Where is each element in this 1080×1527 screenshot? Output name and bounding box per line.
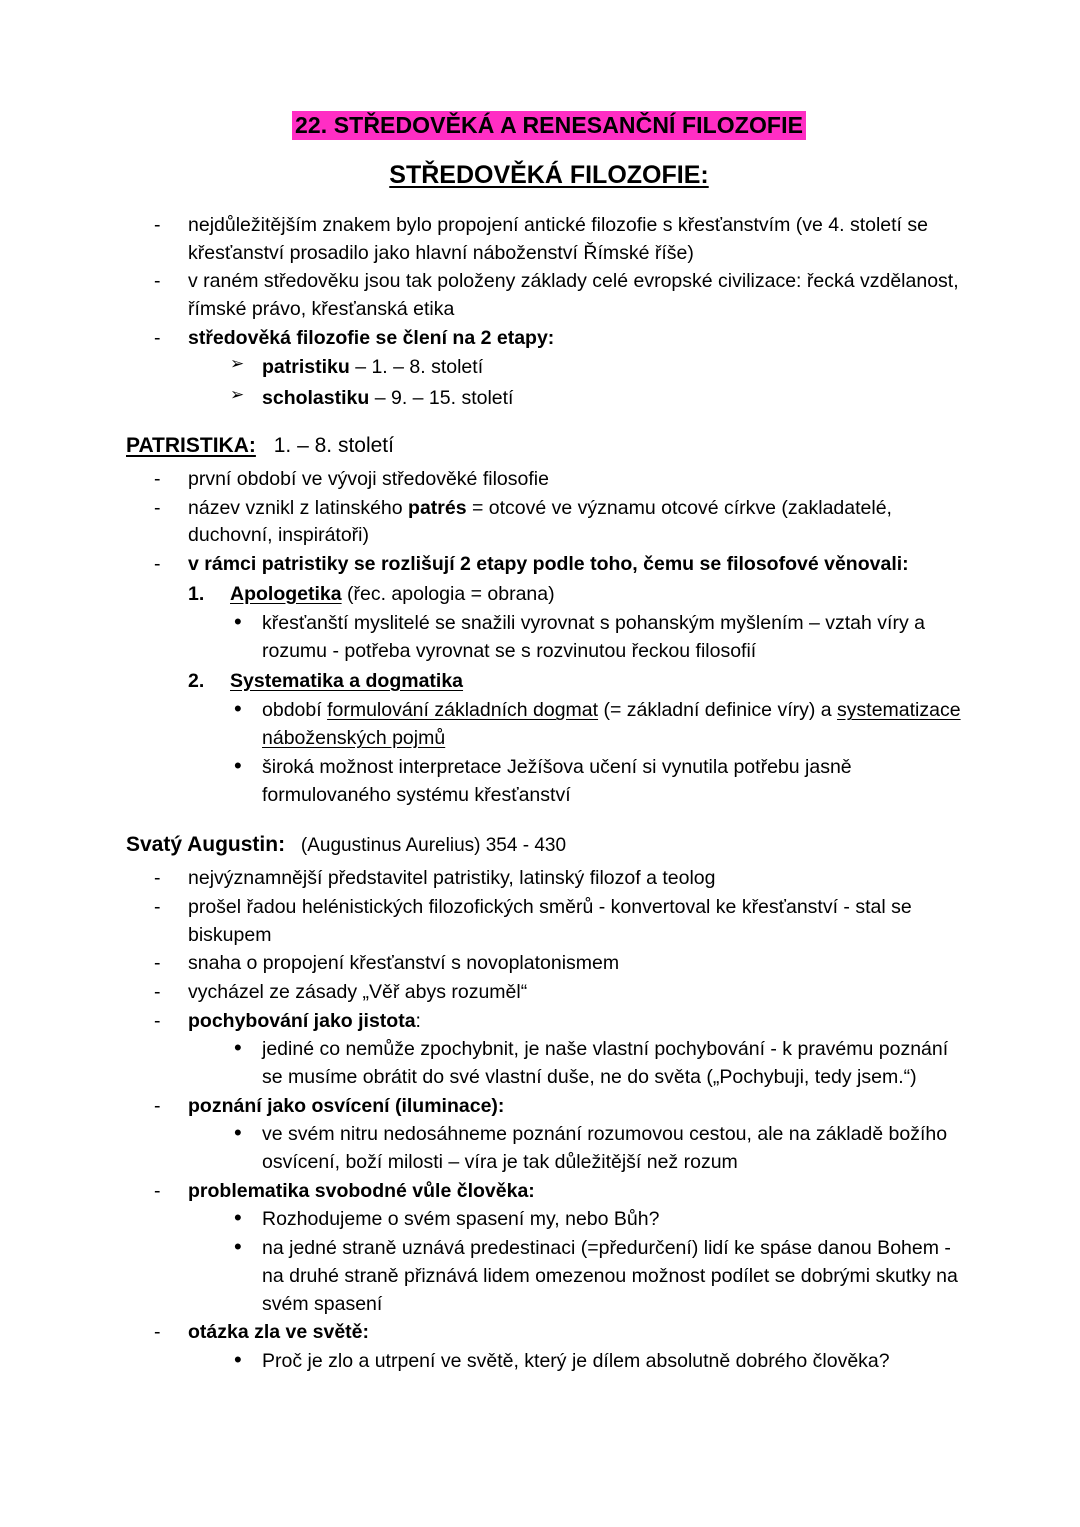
patristika-etapy [126,581,972,609]
bullet-pre: období [262,699,328,722]
list-item [126,268,972,323]
bullet-underline-2: systematizace náboženských pojmů [262,699,961,750]
svobodna-vule-bullets [126,1206,972,1318]
etapa-range: – 9. – 15. století [369,386,514,409]
list-item [126,353,972,381]
bullet-marker: • [234,696,242,722]
bullet-underline-1: formulování základních dogmat [327,699,599,722]
item-suffix: : [415,1009,421,1032]
etapa-name: scholastiku [262,386,370,409]
dash-marker: - [154,1009,161,1032]
list-item [126,668,972,696]
list-item-text: středověká filozofie se člení na 2 etapy: [188,326,555,349]
list-item [126,697,972,752]
list-item-text: na jedné straně uznává predestinaci (=předurčení) lidí ke spáse danou Bohem - na druhé straně přiznává lidem omezenou možnost podílet se dobrými skutky na svém spasení [262,1237,958,1315]
bullet-marker: • [234,1120,242,1146]
augustin-list-3 [126,1178,972,1206]
dash-marker: - [154,1179,161,1202]
list-item-text: v raném středověku jsou tak položeny základy celé evropské civilizace: řecká vzdělanost, římské právo, křesťanská etika [188,270,959,321]
list-item-text: křesťanští myslitelé se snažili vyrovnat s pohanským myšlením – vztah víry a rozumu - potřeba vyrovnat se s rozvinutou řeckou filosofií [262,612,925,663]
list-item [126,495,972,550]
dash-marker: - [154,867,161,890]
origin-post: = otcové ve významu otcové církve (zakladatelé, duchovní, inspirátoři) [188,496,892,547]
list-item [126,610,972,665]
list-item-text: široká možnost interpretace Ježíšova učení si vynutila potřebu jasně formulovaného systému křesťanství [262,755,852,806]
list-item-text: snaha o propojení křesťanství s novoplatonismem [188,952,620,975]
list-item [126,950,972,978]
list-item [126,754,972,809]
bullet-marker: • [234,609,242,635]
etapa2-bullets [126,697,972,809]
section-title: STŘEDOVĚKÁ FILOZOFIE: [389,161,709,189]
arrow-marker: ➢ [230,384,245,404]
number-marker: 1. [188,582,205,605]
dash-marker: - [154,496,161,519]
list-item [126,1008,972,1036]
list-item [126,551,972,579]
list-item-text [188,497,892,547]
patristika-etapy-2 [126,668,972,696]
bullet-marker: • [234,1205,242,1231]
list-item-text: prošel řadou helénistických filozofických směrů - konvertoval ke křesťanství - stal se biskupem [188,895,912,946]
list-item-text [188,1010,421,1032]
pochybovani-bullets [126,1036,972,1091]
list-item-text: v rámci patristiky se rozlišují 2 etapy podle toho, čemu se filosofové věnovali: [188,553,909,576]
bullet-marker: • [234,1346,242,1372]
etapa1-title: Apologetika [230,582,342,605]
list-item-text: nejdůležitějším znakem bylo propojení antické filozofie s křesťanstvím (ve 4. století se křesťanství prosadilo jako hlavní náboženství Římské říše) [188,214,928,264]
list-item [126,1235,972,1318]
augustin-details: (Augustinus Aurelius) 354 - 430 [300,835,567,857]
patristika-heading-label: PATRISTIKA: [126,433,256,457]
origin-pre: název vznikl z latinského [188,496,409,519]
list-item-text: poznání jako osvícení (iluminace): [188,1094,505,1117]
iluminace-bullets [126,1121,972,1176]
dash-marker: - [154,1094,161,1117]
list-item [126,581,972,609]
bullet-marker: • [234,1035,242,1061]
list-item [126,1121,972,1176]
list-item [126,466,972,494]
page-title [126,112,972,139]
augustin-list-2 [126,1093,972,1121]
number-marker: 2. [188,669,205,692]
dash-marker: - [154,214,161,236]
dash-marker: - [154,553,161,576]
etapa1-bullets [126,610,972,665]
dash-marker: - [154,270,161,293]
bullet-marker: • [234,752,242,778]
list-item-text: nejvýznamnější představitel patristiky, latinský filozof a teolog [188,867,716,890]
etapa-name: patristiku [262,356,350,379]
list-item [126,1036,972,1091]
list-item [126,212,972,267]
list-item-text: jediné co nemůže zpochybnit, je naše vlastní pochybování - k pravému poznání se musíme obrátit do své vlastní duše, ne do světa („Pochybuji, tedy jsem.“) [262,1038,949,1089]
list-item-text: otázka zla ve světě: [188,1321,370,1344]
list-item-text: vycházel ze zásady „Věř abys rozuměl“ [188,980,528,1003]
dash-marker: - [154,980,161,1003]
list-item-text: ve svém nitru nedosáhneme poznání rozumovou cestou, ale na základě božího osvícení, boží milosti – víra je tak důležitější než rozum [262,1123,948,1174]
list-item-text: první období ve vývoji středověké filosofie [188,467,549,490]
list-item [126,1206,972,1234]
list-item [126,1178,972,1206]
list-item [126,325,972,353]
etapa2-title: Systematika a dogmatika [230,669,464,692]
etapa1-note: (řec. apologia = obrana) [341,582,555,605]
dash-marker: - [154,467,161,490]
arrow-marker: ➢ [230,354,245,374]
patristika-heading-range: 1. – 8. století [273,433,394,457]
list-item-text [262,699,961,749]
list-item-text: Proč je zlo a utrpení ve světě, který je dílem absolutně dobrého člověka? [262,1349,890,1372]
list-item [126,1348,972,1376]
patristika-list [126,466,972,579]
list-item [126,1319,972,1347]
augustin-name: Svatý Augustin: [126,833,286,857]
augustin-list-4 [126,1319,972,1347]
list-item [126,865,972,893]
list-item-text: Rozhodujeme o svém spasení my, nebo Bůh? [262,1208,660,1231]
dash-marker: - [154,895,161,918]
augustin-list [126,865,972,1035]
intro-list [126,212,972,352]
list-item [126,894,972,949]
dash-marker: - [154,1321,161,1344]
augustin-heading [126,833,972,857]
otazka-zla-bullets [126,1348,972,1376]
patristika-heading [126,434,972,458]
bullet-marker: • [234,1234,242,1260]
etapy-list [126,353,972,412]
page-title-text: 22. STŘEDOVĚKÁ A RENESANČNÍ FILOZOFIE [292,111,806,140]
item-label: pochybování jako jistota [188,1009,416,1032]
dash-marker: - [154,326,161,349]
list-item [126,1093,972,1121]
list-item [126,384,972,412]
bullet-mid: (= základní definice víry) a [598,699,838,722]
etapa-range: – 1. – 8. století [349,356,484,379]
dash-marker: - [154,952,161,975]
list-item [126,979,972,1007]
origin-term: patrés [408,496,467,519]
list-item-text: problematika svobodné vůle člověka: [188,1179,535,1202]
